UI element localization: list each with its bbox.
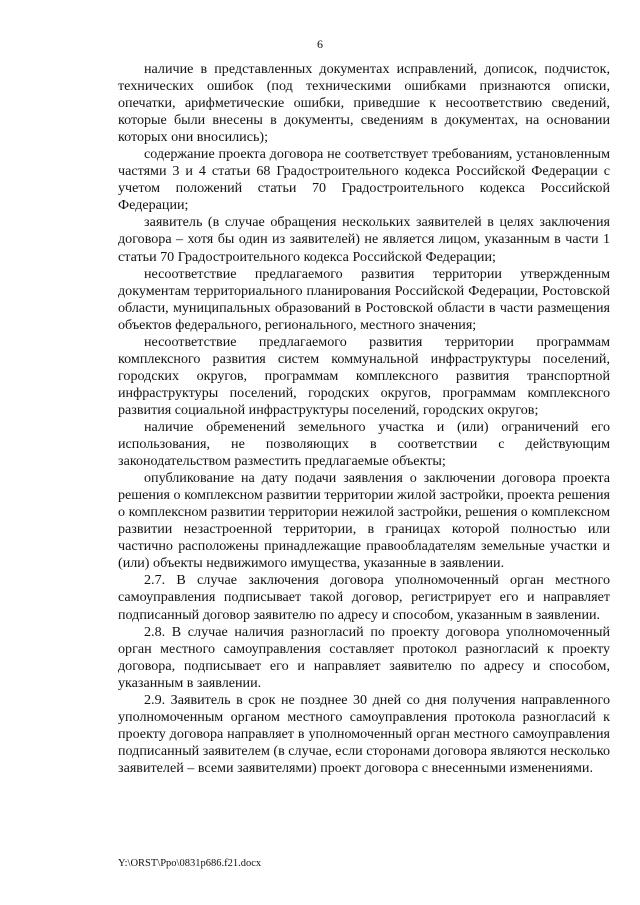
page-number: 6 (317, 37, 323, 51)
paragraph-2-9: 2.9. Заявитель в срок не позднее 30 дней со дня получения направленного уполномоченным органом местного самоуправления протокола разногласий к проекту договора направляет в уполномоченный орган местного самоуправления подписанный заявителем (в случае, если сторонами договора являются несколько заявителей – всеми заявителями) проект договора с внесенными изменениями. (118, 691, 610, 776)
paragraph-contract-content: содержание проекта договора не соответствует требованиям, установленным частями 3 и 4 статьи 68 Градостроительного кодекса Российской Федерации с учетом положений статьи 70 Градостроительного кодекса Российской Федерации; (118, 146, 610, 214)
paragraph-corrections: наличие в представленных документах исправлений, дописок, подчисток, технических ошибок (под техническими ошибками признаются описки, опечатки, арифметические ошибки, приведшие к несоответствию сведений, которые были внесены в документы, сведениям в документах, на основании которых они вносились); (118, 61, 610, 146)
paragraph-2-8: 2.8. В случае наличия разногласий по проекту договора уполномоченный орган местного самоуправления составляет протокол разногласий к проекту договора, подписывает его и направляет заявителю по адресу и способом, указанным в заявлении. (118, 623, 610, 691)
paragraph-infrastructure-programs: несоответствие предлагаемого развития территории программам комплексного развития систем коммунальной инфраструктуры поселений, городских округов, программам комплексного развития транспортной инфраструктуры поселений, городских округов, программам комплексного развития социальной инфраструктуры поселений, городских округов; (118, 333, 610, 418)
paragraph-2-7: 2.7. В случае заключения договора уполномоченный орган местного самоуправления подписывает такой договор, регистрирует его и направляет подписанный договор заявителю по адресу и способом, указанным в заявлении. (118, 572, 610, 623)
document-body (118, 61, 610, 777)
paragraph-encumbrances: наличие обременений земельного участка и (или) ограничений его использования, не позволяющих в соответствии с действующим законодательством разместить предлагаемые объекты; (118, 418, 610, 470)
paragraph-territorial-planning: несоответствие предлагаемого развития территории утвержденным документам территориального планирования Российской Федерации, Ростовской области, муниципальных образований в Ростовской области в части размещения объектов федерального, регионального, местного значения; (118, 265, 610, 333)
paragraph-applicant: заявитель (в случае обращения нескольких заявителей в целях заключения договора – хотя бы один из заявителей) не является лицом, указанным в части 1 статьи 70 Градостроительного кодекса Российской Федерации; (118, 214, 610, 265)
paragraph-publication: опубликование на дату подачи заявления о заключении договора проекта решения о комплексном развитии территории жилой застройки, проекта решения о комплексном развитии территории нежилой застройки, решения о комплексном развитии незастроенной территории, в границах которой полностью или частично расположены принадлежащие правообладателям земельные участки и (или) объекты недвижимого имущества, указанные в заявлении. (118, 470, 610, 572)
footer-file-path: Y:\ORST\Ppo\0831p686.f21.docx (118, 858, 262, 869)
